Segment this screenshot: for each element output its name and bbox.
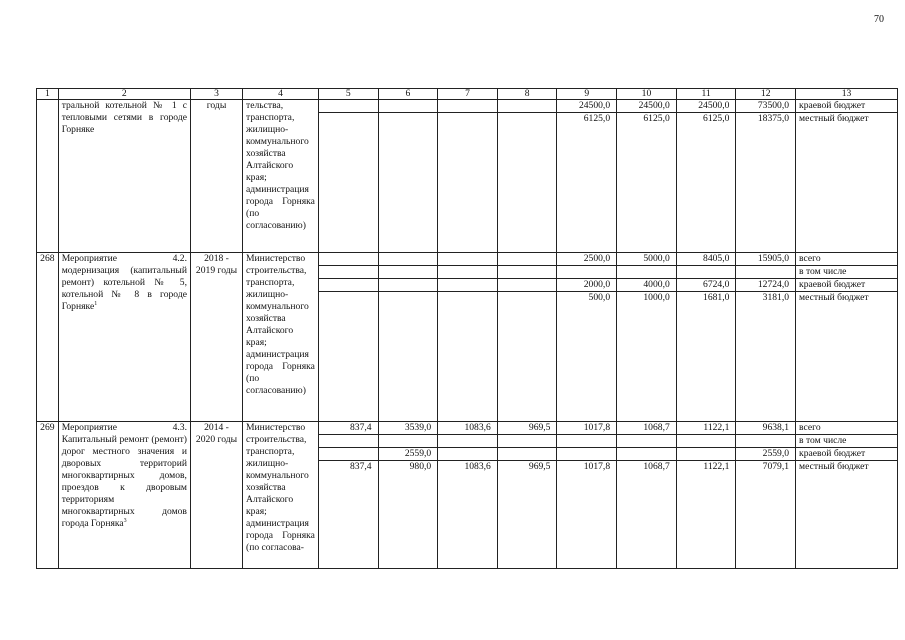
value-cell: 500,0 <box>557 292 617 422</box>
value-cell: 7079,1 <box>736 461 796 569</box>
value-cell <box>438 279 498 292</box>
value-cell <box>497 279 557 292</box>
value-cell <box>617 435 677 448</box>
value-cell: 2500,0 <box>557 253 617 266</box>
value-cell <box>318 292 378 422</box>
funding-source: местный бюджет <box>796 113 898 253</box>
value-cell: 1681,0 <box>676 292 736 422</box>
value-cell <box>557 435 617 448</box>
value-cell: 837,4 <box>318 461 378 569</box>
value-cell <box>378 279 438 292</box>
measure-executor: тельства, транспорта, жилищно-коммунального хозяйства Алтайского края; администрация города Горняка (по согласованию) <box>243 100 319 253</box>
value-cell: 5000,0 <box>617 253 677 266</box>
value-cell <box>617 448 677 461</box>
value-cell: 18375,0 <box>736 113 796 253</box>
measure-years: 2018 - 2019 годы <box>190 253 242 422</box>
value-cell: 12724,0 <box>736 279 796 292</box>
measure-years: годы <box>190 100 242 253</box>
measure-executor: Министерство строительства, транспорта, жилищно-коммунального хозяйства Алтайского края; администрация города Горняка (по согласованию) <box>243 253 319 422</box>
value-cell <box>736 435 796 448</box>
value-cell <box>318 253 378 266</box>
header-cell: 2 <box>58 89 190 100</box>
value-cell: 837,4 <box>318 422 378 435</box>
value-cell <box>318 448 378 461</box>
value-cell <box>378 266 438 279</box>
header-cell: 3 <box>190 89 242 100</box>
header-cell: 13 <box>796 89 898 100</box>
value-cell <box>676 435 736 448</box>
value-cell <box>438 100 498 113</box>
value-cell <box>497 435 557 448</box>
value-cell: 1000,0 <box>617 292 677 422</box>
value-cell: 73500,0 <box>736 100 796 113</box>
value-cell: 24500,0 <box>557 100 617 113</box>
value-cell <box>438 448 498 461</box>
header-cell: 1 <box>37 89 59 100</box>
value-cell: 24500,0 <box>676 100 736 113</box>
value-cell: 3181,0 <box>736 292 796 422</box>
value-cell: 1068,7 <box>617 461 677 569</box>
value-cell <box>736 266 796 279</box>
value-cell: 6125,0 <box>557 113 617 253</box>
header-cell: 9 <box>557 89 617 100</box>
measure-name: Мероприятие 4.2. модернизация (капитальный ремонт) котельной № 5, котельной № 8 в городе Горняке$^1$ <box>58 253 190 422</box>
funding-source: краевой бюджет <box>796 100 898 113</box>
value-cell: 4000,0 <box>617 279 677 292</box>
header-cell: 11 <box>676 89 736 100</box>
funding-source: всего <box>796 253 898 266</box>
value-cell <box>438 253 498 266</box>
value-cell <box>438 113 498 253</box>
value-cell: 1122,1 <box>676 461 736 569</box>
value-cell: 3539,0 <box>378 422 438 435</box>
row-number: 269 <box>37 422 59 569</box>
value-cell: 2559,0 <box>378 448 438 461</box>
header-cell: 10 <box>617 89 677 100</box>
value-cell <box>318 100 378 113</box>
value-cell <box>438 266 498 279</box>
header-cell: 8 <box>497 89 557 100</box>
table-row <box>37 100 898 113</box>
measure-years: 2014 - 2020 годы <box>190 422 242 569</box>
value-cell: 2000,0 <box>557 279 617 292</box>
value-cell: 6125,0 <box>617 113 677 253</box>
value-cell: 24500,0 <box>617 100 677 113</box>
value-cell: 8405,0 <box>676 253 736 266</box>
value-cell <box>378 100 438 113</box>
header-cell: 12 <box>736 89 796 100</box>
table-row <box>37 422 898 435</box>
header-cell: 6 <box>378 89 438 100</box>
header-cell: 5 <box>318 89 378 100</box>
value-cell: 2559,0 <box>736 448 796 461</box>
value-cell <box>617 266 677 279</box>
program-table <box>36 88 898 569</box>
value-cell: 980,0 <box>378 461 438 569</box>
header-cell: 4 <box>243 89 319 100</box>
funding-source: местный бюджет <box>796 292 898 422</box>
table-row <box>37 253 898 266</box>
value-cell <box>318 113 378 253</box>
page-number: 70 <box>874 14 884 25</box>
value-cell <box>497 448 557 461</box>
funding-source: в том числе <box>796 266 898 279</box>
value-cell <box>378 113 438 253</box>
footnote-mark: 3 <box>123 517 127 524</box>
value-cell <box>497 253 557 266</box>
value-cell: 9638,1 <box>736 422 796 435</box>
value-cell <box>676 266 736 279</box>
row-number <box>37 100 59 253</box>
value-cell <box>497 266 557 279</box>
measure-executor: Министерство строительства, транспорта, жилищно-коммунального хозяйства Алтайского края; администрация города Горняка (по согласова- <box>243 422 319 569</box>
value-cell: 1122,1 <box>676 422 736 435</box>
row-number: 268 <box>37 253 59 422</box>
value-cell: 1068,7 <box>617 422 677 435</box>
value-cell <box>497 113 557 253</box>
funding-source: всего <box>796 422 898 435</box>
value-cell <box>676 448 736 461</box>
value-cell <box>378 253 438 266</box>
value-cell: 15905,0 <box>736 253 796 266</box>
footnote-mark: 1 <box>94 300 98 307</box>
value-cell <box>438 435 498 448</box>
funding-source: местный бюджет <box>796 461 898 569</box>
value-cell: 969,5 <box>497 422 557 435</box>
value-cell: 1083,6 <box>438 461 498 569</box>
value-cell: 1083,6 <box>438 422 498 435</box>
value-cell: 6125,0 <box>676 113 736 253</box>
value-cell: 969,5 <box>497 461 557 569</box>
value-cell <box>318 435 378 448</box>
header-cell: 7 <box>438 89 498 100</box>
value-cell <box>378 292 438 422</box>
measure-name: тральной котельной № 1 с тепловыми сетями в городе Горняке <box>58 100 190 253</box>
value-cell <box>318 266 378 279</box>
value-cell <box>557 448 617 461</box>
funding-source: краевой бюджет <box>796 279 898 292</box>
value-cell <box>557 266 617 279</box>
funding-source: в том числе <box>796 435 898 448</box>
value-cell <box>497 292 557 422</box>
measure-name: Мероприятие 4.3. Капитальный ремонт (ремонт) дорог местного значения и дворовых территорий многоквартирных домов, проездов к дворовым территориям многоквартирных домов города Горняка$^3$ <box>58 422 190 569</box>
header-row <box>37 89 898 100</box>
value-cell: 1017,8 <box>557 461 617 569</box>
value-cell: 1017,8 <box>557 422 617 435</box>
value-cell <box>318 279 378 292</box>
value-cell: 6724,0 <box>676 279 736 292</box>
value-cell <box>497 100 557 113</box>
value-cell <box>378 435 438 448</box>
value-cell <box>438 292 498 422</box>
funding-source: краевой бюджет <box>796 448 898 461</box>
